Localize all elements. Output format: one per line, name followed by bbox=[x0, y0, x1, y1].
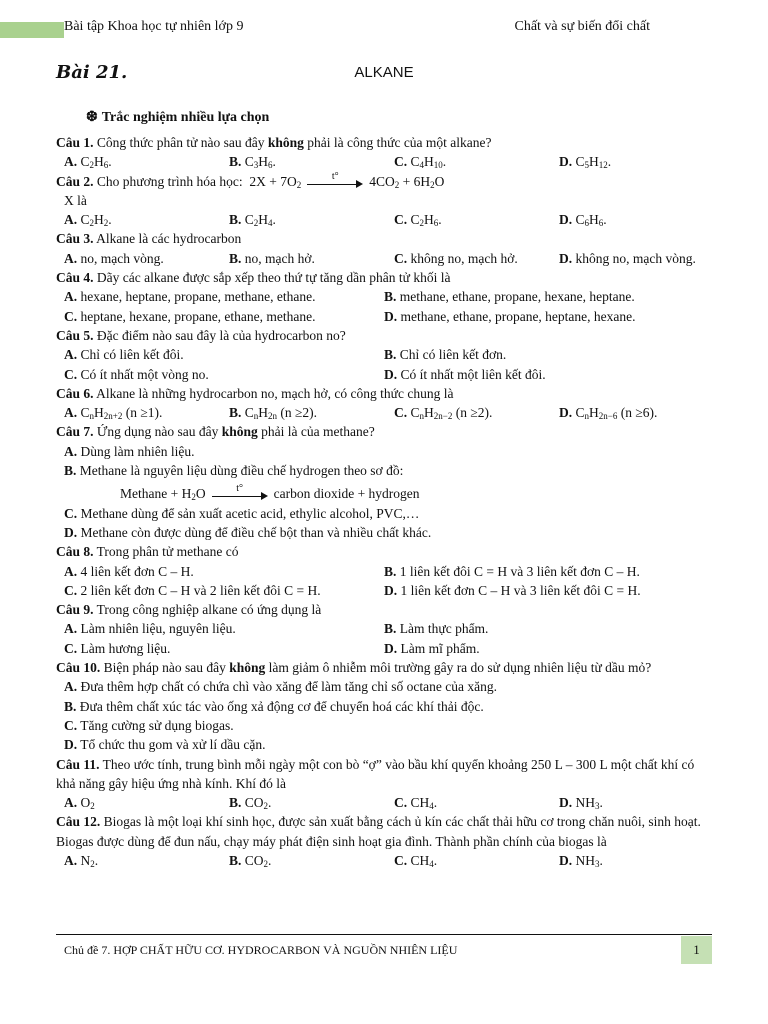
option-letter: A. bbox=[64, 405, 78, 421]
option-letter: D. bbox=[559, 795, 573, 811]
options-row bbox=[56, 461, 716, 480]
option-letter: A. bbox=[64, 563, 78, 579]
option-letter: A. bbox=[64, 347, 78, 363]
answer-option bbox=[386, 793, 551, 812]
option-text: $C_nH_{2n-6}$ (n ≥6). bbox=[572, 405, 658, 422]
option-letter: D. bbox=[384, 366, 398, 382]
option-text: 2 liên kết đơn C – H và 2 liên kết đôi C = H. bbox=[77, 582, 321, 598]
options-row bbox=[56, 793, 716, 812]
option-text: $C_nH_{2n}$ (n ≥2). bbox=[241, 405, 318, 422]
answer-option bbox=[386, 851, 551, 870]
option-letter: D. bbox=[559, 212, 573, 228]
option-text: 1 liên kết đơn C – H và 3 liên kết đôi C = H. bbox=[397, 582, 641, 598]
answer-option bbox=[56, 403, 221, 422]
option-letter: B. bbox=[229, 250, 242, 266]
option-letter: D. bbox=[384, 640, 398, 656]
scheme-right: carbon dioxide + hydrogen bbox=[273, 486, 420, 502]
answer-option bbox=[386, 152, 551, 171]
answer-option bbox=[56, 461, 403, 480]
question-text: Trong phân tử methane có bbox=[93, 544, 239, 560]
options-row bbox=[56, 307, 716, 326]
section-heading bbox=[86, 109, 269, 126]
answer-option bbox=[221, 210, 386, 229]
lesson-label: Bài 21. bbox=[56, 62, 128, 83]
section-title: Trắc nghiệm nhiều lựa chọn bbox=[101, 110, 270, 125]
option-letter: D. bbox=[384, 582, 398, 598]
option-letter: C. bbox=[394, 154, 408, 170]
question-stem bbox=[56, 384, 716, 403]
option-letter: A. bbox=[64, 250, 78, 266]
answer-option bbox=[384, 639, 712, 658]
question-list bbox=[56, 133, 716, 870]
option-letter: C. bbox=[64, 505, 78, 521]
options-row bbox=[56, 581, 716, 600]
option-letter: C. bbox=[394, 852, 408, 868]
question-stem bbox=[56, 229, 716, 248]
answer-option bbox=[56, 287, 384, 306]
answer-option bbox=[551, 851, 716, 870]
answer-option bbox=[56, 210, 221, 229]
page-number: 1 bbox=[681, 936, 712, 964]
option-letter: D. bbox=[559, 154, 573, 170]
option-text: Làm hương liệu. bbox=[77, 640, 171, 656]
option-text: Có ít nhất một vòng no. bbox=[77, 366, 209, 382]
option-text: heptane, hexane, propane, ethane, methane. bbox=[77, 308, 316, 324]
option-letter: B. bbox=[229, 154, 242, 170]
answer-option bbox=[384, 287, 712, 306]
option-text: $NH_3$. bbox=[572, 795, 603, 812]
answer-option bbox=[56, 697, 484, 716]
options-row bbox=[56, 287, 716, 306]
answer-option bbox=[56, 307, 384, 326]
option-letter: A. bbox=[64, 443, 78, 459]
option-text: $CH_4$. bbox=[407, 852, 438, 869]
answer-option bbox=[384, 307, 712, 326]
options-row bbox=[56, 619, 716, 638]
option-letter: A. bbox=[64, 621, 78, 637]
option-letter: C. bbox=[64, 582, 78, 598]
answer-option bbox=[551, 152, 716, 171]
options-row bbox=[56, 365, 716, 384]
option-text: $C_5H_{12}$. bbox=[572, 154, 612, 171]
option-text: không no, mạch hở. bbox=[407, 250, 518, 266]
option-letter: B. bbox=[384, 347, 397, 363]
question-number: Câu 10. bbox=[56, 660, 101, 676]
question-text: phải là công thức của một alkane? bbox=[303, 135, 492, 150]
equation-left: $2X + 7O_2$ bbox=[242, 173, 302, 190]
answer-option bbox=[221, 403, 386, 422]
question-stem bbox=[56, 658, 716, 677]
question-number: Câu 3. bbox=[56, 231, 94, 247]
question-number: Câu 8. bbox=[56, 544, 94, 560]
answer-option bbox=[386, 403, 551, 422]
option-text: $CH_4$. bbox=[407, 795, 438, 812]
question-number: Câu 4. bbox=[56, 270, 94, 286]
option-text: Dùng làm nhiên liệu. bbox=[77, 443, 195, 459]
option-text: $C_2H_4$. bbox=[241, 212, 276, 229]
option-text: Làm mĩ phẩm. bbox=[397, 640, 480, 656]
options-row bbox=[56, 639, 716, 658]
question-text: X là bbox=[64, 192, 87, 208]
option-text: methane, ethane, propane, hexane, heptane. bbox=[396, 289, 635, 305]
option-text: Tổ chức thu gom và xử lí dầu cặn. bbox=[77, 737, 266, 753]
question-number: Câu 2. bbox=[56, 173, 94, 189]
options-row bbox=[56, 562, 716, 581]
option-text: $C_2H_6$. bbox=[77, 154, 112, 171]
options-row bbox=[56, 677, 716, 696]
header-accent-bar bbox=[0, 22, 64, 38]
options-row bbox=[56, 523, 716, 542]
answer-option bbox=[56, 504, 419, 523]
option-letter: A. bbox=[64, 795, 78, 811]
option-text: $O_2$ bbox=[77, 795, 95, 812]
option-text: Có ít nhất một liên kết đôi. bbox=[397, 366, 546, 382]
option-text: không no, mạch vòng. bbox=[572, 250, 696, 266]
option-text: no, mạch hở. bbox=[241, 250, 315, 266]
answer-option bbox=[384, 619, 712, 638]
question-stem bbox=[56, 326, 716, 345]
option-letter: B. bbox=[229, 852, 242, 868]
option-letter: D. bbox=[64, 737, 78, 753]
option-text: Methane là nguyên liệu dùng điều chế hydrogen theo sơ đồ: bbox=[76, 463, 404, 479]
option-text: no, mạch vòng. bbox=[77, 250, 164, 266]
page-title: ALKANE bbox=[354, 64, 414, 81]
option-text: $C_4H_{10}$. bbox=[407, 154, 447, 171]
answer-option bbox=[56, 442, 194, 461]
option-text: Tăng cường sử dụng biogas. bbox=[77, 717, 234, 733]
question-text: Ứng dụng nào sau đây bbox=[93, 424, 222, 440]
answer-option bbox=[56, 619, 384, 638]
question-number: Câu 12. bbox=[56, 814, 101, 830]
question-number: Câu 6. bbox=[56, 385, 94, 401]
option-text: Làm nhiên liệu, nguyên liệu. bbox=[77, 621, 236, 637]
option-letter: C. bbox=[64, 640, 78, 656]
options-row bbox=[56, 851, 716, 870]
answer-option bbox=[56, 523, 431, 542]
option-text: $C_2H_2$. bbox=[77, 212, 112, 229]
option-letter: B. bbox=[229, 212, 242, 228]
emphasis-text: không bbox=[221, 424, 258, 440]
question-text: phải là của methane? bbox=[257, 424, 375, 440]
answer-option bbox=[56, 716, 234, 735]
answer-option bbox=[56, 345, 384, 364]
question-text: Trong công nghiệp alkane có ứng dụng là bbox=[93, 602, 322, 618]
option-text: Chỉ có liên kết đơn. bbox=[396, 347, 507, 363]
answer-option bbox=[56, 562, 384, 581]
answer-option bbox=[384, 562, 712, 581]
option-letter: A. bbox=[64, 154, 78, 170]
option-letter: B. bbox=[64, 463, 77, 479]
options-row bbox=[56, 504, 716, 523]
option-letter: B. bbox=[229, 795, 242, 811]
question-stem bbox=[56, 755, 716, 794]
question-stem bbox=[56, 268, 716, 287]
answer-option bbox=[551, 210, 716, 229]
option-text: 1 liên kết đôi C = H và 3 liên kết đơn C – H. bbox=[396, 563, 640, 579]
option-letter: C. bbox=[394, 212, 408, 228]
option-text: methane, ethane, propane, heptane, hexane. bbox=[397, 308, 636, 324]
options-row bbox=[56, 716, 716, 735]
options-row bbox=[56, 403, 716, 422]
options-row bbox=[56, 210, 716, 229]
option-letter: B. bbox=[384, 289, 397, 305]
option-letter: C. bbox=[394, 795, 408, 811]
option-letter: A. bbox=[64, 679, 78, 695]
option-text: $CO_2$. bbox=[241, 852, 272, 869]
question-stem bbox=[56, 422, 716, 441]
answer-option bbox=[221, 851, 386, 870]
option-text: Methane còn được dùng để điều chế bột than và nhiều chất khác. bbox=[77, 524, 432, 540]
question-number: Câu 5. bbox=[56, 327, 94, 343]
answer-option bbox=[56, 581, 384, 600]
header-left-title: Bài tập Khoa học tự nhiên lớp 9 bbox=[64, 19, 244, 34]
answer-option bbox=[551, 403, 716, 422]
answer-option bbox=[384, 345, 712, 364]
option-text: $C_nH_{2n-2}$ (n ≥2). bbox=[407, 405, 493, 422]
option-text: $C_2H_6$. bbox=[407, 212, 442, 229]
option-text: $NH_3$. bbox=[572, 852, 603, 869]
question-text: Đặc điểm nào sau đây là của hydrocarbon no? bbox=[93, 327, 346, 343]
option-letter: D. bbox=[384, 308, 398, 324]
answer-option bbox=[56, 735, 265, 754]
reaction-condition: t° bbox=[331, 170, 339, 182]
reaction-condition: t° bbox=[236, 483, 243, 495]
option-text: 4 liên kết đơn C – H. bbox=[77, 563, 194, 579]
answer-option bbox=[56, 793, 221, 812]
snowflake-icon: ❆ bbox=[86, 110, 98, 125]
answer-option bbox=[56, 249, 221, 268]
answer-option bbox=[221, 793, 386, 812]
options-row bbox=[56, 152, 716, 171]
option-letter: C. bbox=[394, 405, 408, 421]
question-stem bbox=[56, 600, 716, 619]
question-stem bbox=[56, 172, 716, 191]
option-letter: A. bbox=[64, 212, 78, 228]
reaction-arrow bbox=[307, 170, 363, 190]
options-row bbox=[56, 345, 716, 364]
question-text: Alkane là các hydrocarbon bbox=[93, 231, 242, 247]
option-letter: B. bbox=[229, 405, 242, 421]
option-text: $C_nH_{2n+2}$ (n ≥1). bbox=[77, 405, 163, 422]
question-text: Alkane là những hydrocarbon no, mạch hở, có công thức chung là bbox=[93, 385, 454, 401]
options-row bbox=[56, 735, 716, 754]
footer-text: Chủ đề 7. HỢP CHẤT HỮU CƠ. HYDROCARBON VÀ NGUỒN NHIÊN LIỆU bbox=[64, 943, 458, 957]
option-letter: A. bbox=[64, 289, 78, 305]
option-letter: D. bbox=[559, 250, 573, 266]
question-text: Biogas là một loại khí sinh học, được sản xuất bằng cách ủ kín các chất thải hữu cơ trong chăn nuôi, sinh hoạt. Biogas được dùng để đun nấu, chạy máy phát điện sinh hoạt gia đình. Thành phần chính của biogas là bbox=[56, 814, 701, 849]
answer-option bbox=[56, 851, 221, 870]
scheme-left: Methane + $H_2O$ bbox=[120, 486, 206, 503]
question-number: Câu 11. bbox=[56, 756, 100, 772]
answer-option bbox=[386, 210, 551, 229]
option-text: $CO_2$. bbox=[241, 795, 272, 812]
answer-option bbox=[384, 365, 712, 384]
question-number: Câu 9. bbox=[56, 602, 94, 618]
option-text: Đưa thêm chất xúc tác vào ống xả động cơ để chuyển hoá các khí thải độc. bbox=[76, 698, 484, 714]
question-text: Công thức phân tử nào sau đây bbox=[93, 135, 268, 150]
option-letter: C. bbox=[394, 250, 408, 266]
option-letter: C. bbox=[64, 308, 78, 324]
question-number: Câu 1. bbox=[56, 135, 94, 150]
emphasis-text: không bbox=[229, 660, 266, 676]
option-letter: D. bbox=[559, 405, 573, 421]
question-text: Dãy các alkane được sắp xếp theo thứ tự tăng dần phân tử khối là bbox=[93, 270, 451, 286]
answer-option bbox=[56, 677, 497, 696]
option-text: $N_2$. bbox=[77, 852, 99, 869]
question-number: Câu 7. bbox=[56, 424, 94, 440]
option-letter: C. bbox=[64, 366, 78, 382]
option-text: $C_6H_6$. bbox=[572, 212, 607, 229]
question-stem bbox=[56, 812, 716, 851]
answer-option bbox=[386, 249, 551, 268]
option-text: Làm thực phẩm. bbox=[396, 621, 489, 637]
equation-right: $4CO_2 + 6H_2O$ bbox=[369, 173, 445, 190]
emphasis-text: không bbox=[267, 135, 304, 150]
footer-divider bbox=[56, 934, 712, 935]
option-letter: A. bbox=[64, 852, 78, 868]
answer-option bbox=[551, 793, 716, 812]
option-letter: C. bbox=[64, 717, 78, 733]
question-text: Biện pháp nào sau đây bbox=[100, 660, 230, 676]
reaction-scheme bbox=[56, 484, 716, 503]
question-text: Theo ước tính, trung bình mỗi ngày một con bò “ợ” vào bầu khí quyển khoảng 250 L – 300 L một chất khí có khả năng gây hiệu ứng nhà kính. Khí đó là bbox=[56, 756, 695, 791]
option-letter: B. bbox=[64, 698, 77, 714]
answer-option bbox=[56, 365, 384, 384]
options-row bbox=[56, 442, 716, 461]
option-text: Chỉ có liên kết đôi. bbox=[77, 347, 184, 363]
answer-option bbox=[221, 249, 386, 268]
question-text: Cho phương trình hóa học: bbox=[93, 173, 243, 189]
answer-option bbox=[56, 639, 384, 658]
option-text: hexane, heptane, propane, methane, ethane. bbox=[77, 289, 316, 305]
question-text: làm giảm ô nhiễm môi trường gây ra do sử dụng nhiên liệu từ dầu mỏ? bbox=[265, 660, 652, 676]
options-row bbox=[56, 249, 716, 268]
options-row bbox=[56, 697, 716, 716]
question-stem bbox=[56, 542, 716, 561]
answer-option bbox=[551, 249, 716, 268]
answer-option bbox=[56, 152, 221, 171]
option-letter: D. bbox=[559, 852, 573, 868]
reaction-arrow bbox=[212, 483, 268, 502]
question-stem bbox=[56, 133, 716, 152]
option-letter: D. bbox=[64, 524, 78, 540]
option-text: $C_3H_6$. bbox=[241, 154, 276, 171]
option-letter: B. bbox=[384, 563, 397, 579]
option-text: Methane dùng để sản xuất acetic acid, ethylic alcohol, PVC,… bbox=[77, 505, 420, 521]
option-letter: B. bbox=[384, 621, 397, 637]
header-right-title: Chất và sự biến đổi chất bbox=[514, 19, 650, 34]
option-text: Đưa thêm hợp chất có chứa chì vào xăng để làm tăng chỉ số octane của xăng. bbox=[77, 679, 497, 695]
answer-option bbox=[384, 581, 712, 600]
